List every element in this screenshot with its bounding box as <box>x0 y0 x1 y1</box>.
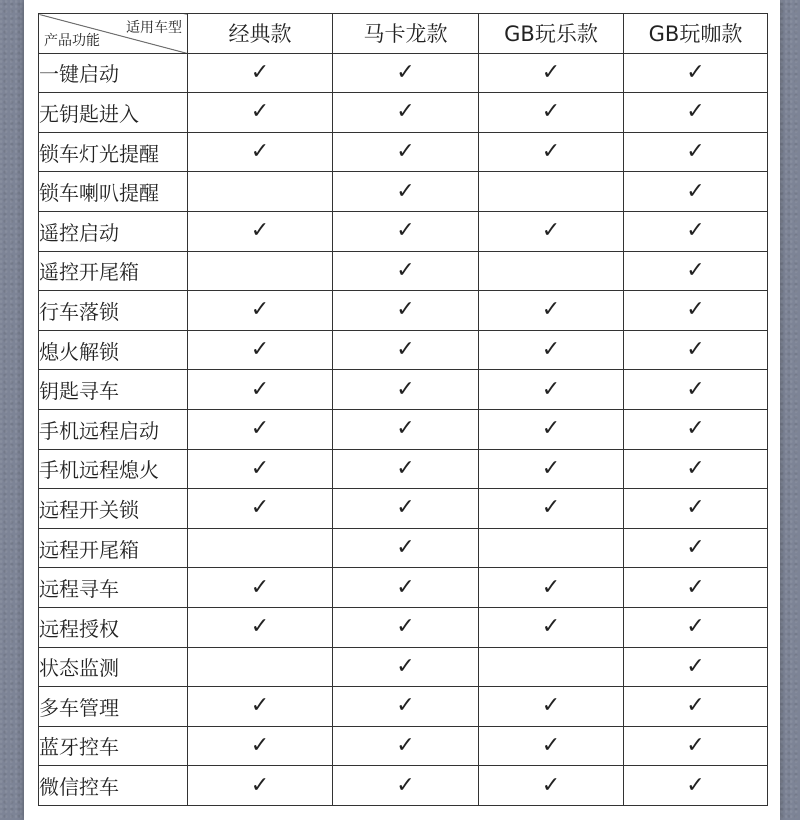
check-icon: ✓ <box>479 409 624 449</box>
check-icon: ✓ <box>188 766 333 806</box>
feature-name-cell: 锁车灯光提醒 <box>39 132 188 172</box>
check-icon: ✓ <box>333 568 479 608</box>
check-icon: ✓ <box>479 449 624 489</box>
check-icon: ✓ <box>188 409 333 449</box>
check-icon: ✓ <box>479 132 624 172</box>
check-icon: ✓ <box>333 211 479 251</box>
check-icon: ✓ <box>479 53 624 93</box>
check-icon: ✓ <box>479 93 624 133</box>
check-icon: ✓ <box>624 726 768 766</box>
check-icon: ✓ <box>624 330 768 370</box>
check-icon: ✓ <box>479 726 624 766</box>
feature-name-cell: 远程寻车 <box>39 568 188 608</box>
check-icon: ✓ <box>188 568 333 608</box>
check-icon: ✓ <box>333 291 479 331</box>
check-icon: ✓ <box>624 211 768 251</box>
check-icon: ✓ <box>333 172 479 212</box>
table-body <box>39 53 768 805</box>
check-icon: ✓ <box>188 449 333 489</box>
check-icon: ✓ <box>333 607 479 647</box>
check-icon: ✓ <box>479 687 624 727</box>
check-icon: ✓ <box>624 132 768 172</box>
check-icon: ✓ <box>479 211 624 251</box>
model-header-macaron: 马卡龙款 <box>333 14 479 54</box>
corner-label-features: 产品功能 <box>44 32 100 49</box>
feature-name-cell: 熄火解锁 <box>39 330 188 370</box>
feature-name-cell: 无钥匙进入 <box>39 93 188 133</box>
table-row <box>39 211 768 251</box>
feature-name-cell: 微信控车 <box>39 766 188 806</box>
feature-name-cell: 多车管理 <box>39 687 188 727</box>
feature-comparison-table <box>38 13 768 806</box>
header-row <box>39 14 768 54</box>
check-icon: ✓ <box>624 53 768 93</box>
feature-name-cell: 蓝牙控车 <box>39 726 188 766</box>
table-row <box>39 726 768 766</box>
table-row <box>39 132 768 172</box>
check-icon: ✓ <box>333 251 479 291</box>
table-row <box>39 568 768 608</box>
check-icon: ✓ <box>624 647 768 687</box>
empty-cell <box>479 528 624 568</box>
check-icon: ✓ <box>333 53 479 93</box>
empty-cell <box>188 528 333 568</box>
feature-name-cell: 手机远程熄火 <box>39 449 188 489</box>
check-icon: ✓ <box>624 766 768 806</box>
feature-name-cell: 行车落锁 <box>39 291 188 331</box>
check-icon: ✓ <box>188 132 333 172</box>
check-icon: ✓ <box>333 766 479 806</box>
check-icon: ✓ <box>479 489 624 529</box>
feature-name-cell: 远程授权 <box>39 607 188 647</box>
check-icon: ✓ <box>188 330 333 370</box>
check-icon: ✓ <box>188 687 333 727</box>
check-icon: ✓ <box>333 489 479 529</box>
corner-header-cell <box>39 14 188 54</box>
check-icon: ✓ <box>333 370 479 410</box>
feature-name-cell: 远程开尾箱 <box>39 528 188 568</box>
table-row <box>39 687 768 727</box>
check-icon: ✓ <box>333 409 479 449</box>
check-icon: ✓ <box>333 449 479 489</box>
check-icon: ✓ <box>188 211 333 251</box>
check-icon: ✓ <box>333 132 479 172</box>
table-row <box>39 449 768 489</box>
check-icon: ✓ <box>624 409 768 449</box>
check-icon: ✓ <box>188 291 333 331</box>
check-icon: ✓ <box>333 687 479 727</box>
check-icon: ✓ <box>624 449 768 489</box>
check-icon: ✓ <box>333 647 479 687</box>
table-row <box>39 93 768 133</box>
check-icon: ✓ <box>624 370 768 410</box>
empty-cell <box>188 647 333 687</box>
feature-name-cell: 状态监测 <box>39 647 188 687</box>
feature-name-cell: 遥控开尾箱 <box>39 251 188 291</box>
check-icon: ✓ <box>188 370 333 410</box>
check-icon: ✓ <box>333 330 479 370</box>
model-header-classic: 经典款 <box>188 14 333 54</box>
check-icon: ✓ <box>624 568 768 608</box>
check-icon: ✓ <box>624 93 768 133</box>
check-icon: ✓ <box>479 568 624 608</box>
model-header-gb-wanle: GB玩乐款 <box>479 14 624 54</box>
table-row <box>39 251 768 291</box>
check-icon: ✓ <box>333 726 479 766</box>
feature-name-cell: 遥控启动 <box>39 211 188 251</box>
check-icon: ✓ <box>624 687 768 727</box>
model-header-gb-wanka: GB玩咖款 <box>624 14 768 54</box>
empty-cell <box>188 251 333 291</box>
table-row <box>39 53 768 93</box>
table-row <box>39 607 768 647</box>
comparison-sheet <box>24 0 780 820</box>
check-icon: ✓ <box>479 766 624 806</box>
table-row <box>39 370 768 410</box>
table-row <box>39 409 768 449</box>
check-icon: ✓ <box>624 172 768 212</box>
check-icon: ✓ <box>333 528 479 568</box>
table-row <box>39 172 768 212</box>
check-icon: ✓ <box>188 726 333 766</box>
table-row <box>39 489 768 529</box>
empty-cell <box>479 251 624 291</box>
corner-label-models: 适用车型 <box>126 20 182 36</box>
check-icon: ✓ <box>624 489 768 529</box>
table-row <box>39 291 768 331</box>
table-row <box>39 766 768 806</box>
check-icon: ✓ <box>479 370 624 410</box>
empty-cell <box>479 172 624 212</box>
check-icon: ✓ <box>479 330 624 370</box>
feature-name-cell: 锁车喇叭提醒 <box>39 172 188 212</box>
check-icon: ✓ <box>188 93 333 133</box>
feature-name-cell: 一键启动 <box>39 53 188 93</box>
empty-cell <box>479 647 624 687</box>
feature-name-cell: 手机远程启动 <box>39 409 188 449</box>
check-icon: ✓ <box>624 291 768 331</box>
check-icon: ✓ <box>333 93 479 133</box>
empty-cell <box>188 172 333 212</box>
feature-name-cell: 远程开关锁 <box>39 489 188 529</box>
table-row <box>39 647 768 687</box>
table-row <box>39 528 768 568</box>
feature-name-cell: 钥匙寻车 <box>39 370 188 410</box>
table-row <box>39 330 768 370</box>
check-icon: ✓ <box>188 607 333 647</box>
check-icon: ✓ <box>624 528 768 568</box>
check-icon: ✓ <box>624 251 768 291</box>
check-icon: ✓ <box>188 53 333 93</box>
check-icon: ✓ <box>479 607 624 647</box>
check-icon: ✓ <box>479 291 624 331</box>
check-icon: ✓ <box>188 489 333 529</box>
check-icon: ✓ <box>624 607 768 647</box>
